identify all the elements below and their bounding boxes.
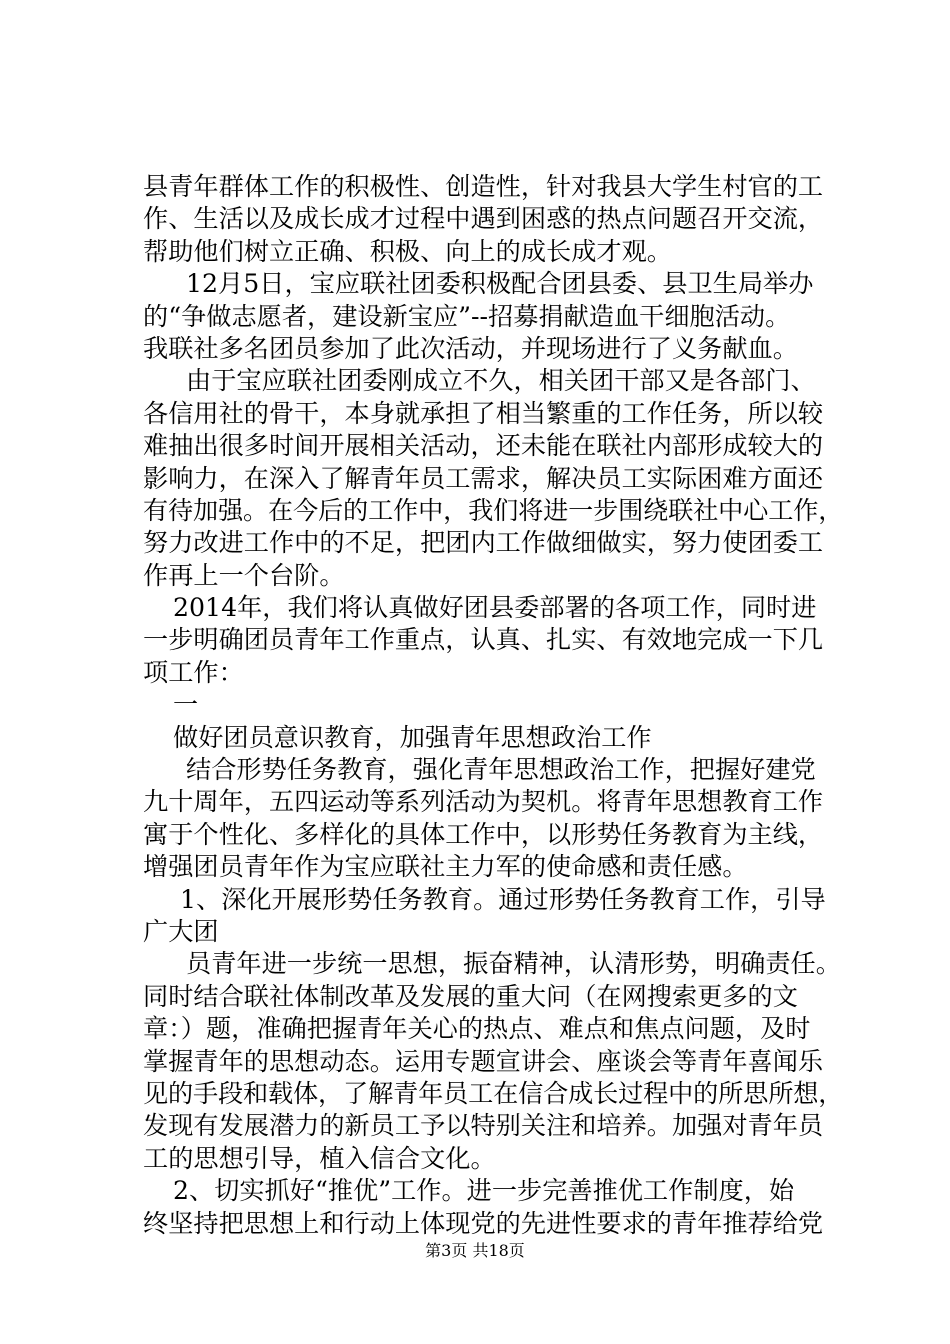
text-line: 员青年进一步统一思想，振奋精神，认清形势，明确责任。	[186, 949, 841, 979]
text-line: 广大团	[143, 916, 219, 946]
text-line: 发现有发展潜力的新员工予以特别关注和培养。加强对青年员	[143, 1111, 824, 1141]
text-line: 一步明确团员青年工作重点，认真、扎实、有效地完成一下几	[143, 625, 824, 655]
text-line: 章：）题，准确把握青年关心的热点、难点和焦点问题，及时	[143, 1014, 811, 1044]
text-line: 见的手段和载体，了解青年员工在信合成长过程中的所思所想，	[143, 1078, 844, 1108]
text-line: 结合形势任务教育，强化青年思想政治工作，把握好建党	[186, 755, 816, 785]
text-line: 县青年群体工作的积极性、创造性，针对我县大学生村官的工	[143, 172, 824, 201]
text-line: 难抽出很多时间开展相关活动，还未能在联社内部形成较大的	[143, 431, 824, 461]
text-line: 2、切实抓好“推优”工作。进一步完善推优工作制度，始	[173, 1176, 795, 1206]
text-line: 增强团员青年作为宝应联社主力军的使命感和责任感。	[143, 852, 748, 882]
text-line: 的“争做志愿者，建设新宝应”--招募捐献造血干细胞活动。	[143, 301, 791, 331]
text-line: 掌握青年的思想动态。运用专题宣讲会、座谈会等青年喜闻乐	[143, 1046, 824, 1076]
text-line: 12月5日，宝应联社团委积极配合团县委、县卫生局举办	[186, 269, 814, 299]
text-line: 有待加强。在今后的工作中，我们将进一步围绕联社中心工作，	[143, 495, 844, 525]
text-line: 我联社多名团员参加了此次活动，并现场进行了义务献血。	[143, 333, 798, 363]
text-line: 1、深化开展形势任务教育。通过形势任务教育工作，引导	[180, 884, 826, 914]
text-line: 寓于个性化、多样化的具体工作中，以形势任务教育为主线，	[143, 819, 824, 849]
text-line: 作再上一个台阶。	[143, 560, 345, 590]
text-line: 帮助他们树立正确、积极、向上的成长成才观。	[143, 236, 672, 266]
text-line: 由于宝应联社团委刚成立不久，相关团干部又是各部门、	[186, 366, 816, 396]
text-line: 九十周年，五四运动等系列活动为契机。将青年思想教育工作	[143, 787, 824, 817]
text-line: 2014年，我们将认真做好团县委部署的各项工作，同时进	[173, 593, 817, 623]
page-footer: 第3页 共18页	[425, 1241, 525, 1260]
document-body	[143, 171, 843, 1240]
text-line: 终坚持把思想上和行动上体现党的先进性要求的青年推荐给党	[143, 1208, 824, 1238]
text-line: 做好团员意识教育，加强青年思想政治工作	[173, 722, 652, 752]
text-line: 项工作：	[143, 657, 244, 687]
text-line: 影响力，在深入了解青年员工需求，解决员工实际困难方面还	[143, 463, 824, 493]
text-line: 同时结合联社体制改革及发展的重大问（在网搜索更多的文	[143, 981, 798, 1011]
text-line: 一	[173, 690, 199, 720]
text-line: 各信用社的骨干，本身就承担了相当繁重的工作任务，所以较	[143, 398, 824, 428]
text-line: 作、生活以及成长成才过程中遇到困惑的热点问题召开交流，	[143, 204, 824, 234]
text-line: 努力改进工作中的不足，把团内工作做细做实，努力使团委工	[143, 528, 824, 558]
text-line: 工的思想引导，植入信合文化。	[143, 1143, 496, 1173]
